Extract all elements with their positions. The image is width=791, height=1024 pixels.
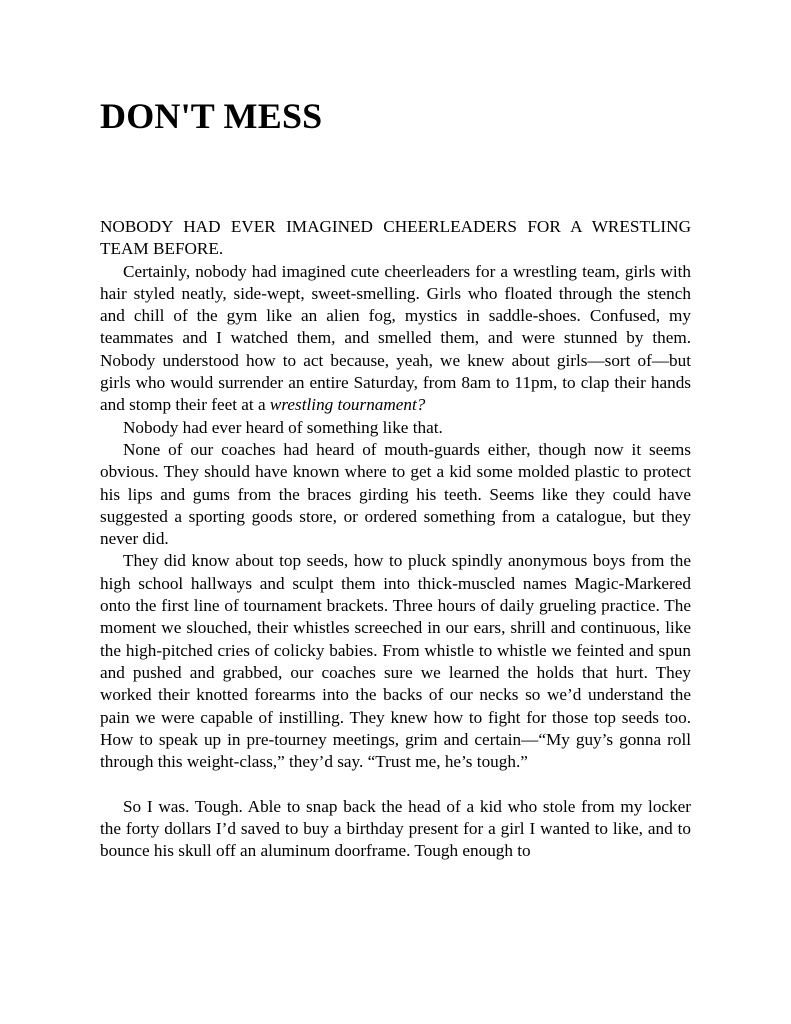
paragraph-1 <box>100 261 691 417</box>
chapter-title: DON'T MESS <box>100 96 323 136</box>
section-gap <box>100 773 691 795</box>
paragraph-5: So I was. Tough. Able to snap back the head of a kid who stole from my locker the forty dollars I’d saved to buy a birthday present for a girl I wanted to like, and to bounce his skull off an aluminum doorframe. Tough enough to <box>100 796 691 861</box>
paragraph-1-italic: wrestling tournament? <box>269 395 426 415</box>
paragraph-2: Nobody had ever heard of something like that. <box>123 417 443 437</box>
paragraph-4: They did know about top seeds, how to pluck spindly anonymous boys from the high school hallways and sculpt them into thick-muscled names Magic-Markered onto the first line of tournament brackets. Three hours of daily grueling practice. The moment we slouched, their whistles screeched in our ears, shrill and continuous, like the high-pitched cries of colicky babies. From whistle to whistle we feinted and spun and pushed and grabbed, our coaches sure we learned the holds that hurt. They worked their knotted forearms into the backs of our necks so we’d understand the pain we were capable of instilling. They knew how to fight for those top seeds too. How to speak up in pre-tourney meetings, grim and certain—“My guy’s gonna roll through this weight-class,” they’d say. “Trust me, he’s tough.” <box>100 551 691 772</box>
opening-line: NOBODY HAD EVER IMAGINED CHEERLEADERS FOR A WRESTLING TEAM BEFORE. <box>100 217 691 259</box>
paragraph-1-text: Certainly, nobody had imagined cute cheerleaders for a wrestling team, girls with hair styled neatly, side-wept, sweet-smelling. Girls who floated through the stench and chill of the gym like an alien fog, mystics in saddle-shoes. Confused, my teammates and I watched them, and smelled them, and were stunned by them. Nobody understood how to act because, yeah, we knew about girls—sort of—but girls who would surrender an entire Saturday, from 8am to 11pm, to clap their hands and stomp their feet at a <box>100 261 691 415</box>
chapter-body <box>100 216 691 863</box>
paragraph-3: None of our coaches had heard of mouth-guards either, though now it seems obvious. They should have known where to get a kid some molded plastic to protect his lips and gums from the braces girding his teeth. Seems like they could have suggested a sporting goods store, or ordered something from a catalogue, but they never did. <box>100 439 691 549</box>
